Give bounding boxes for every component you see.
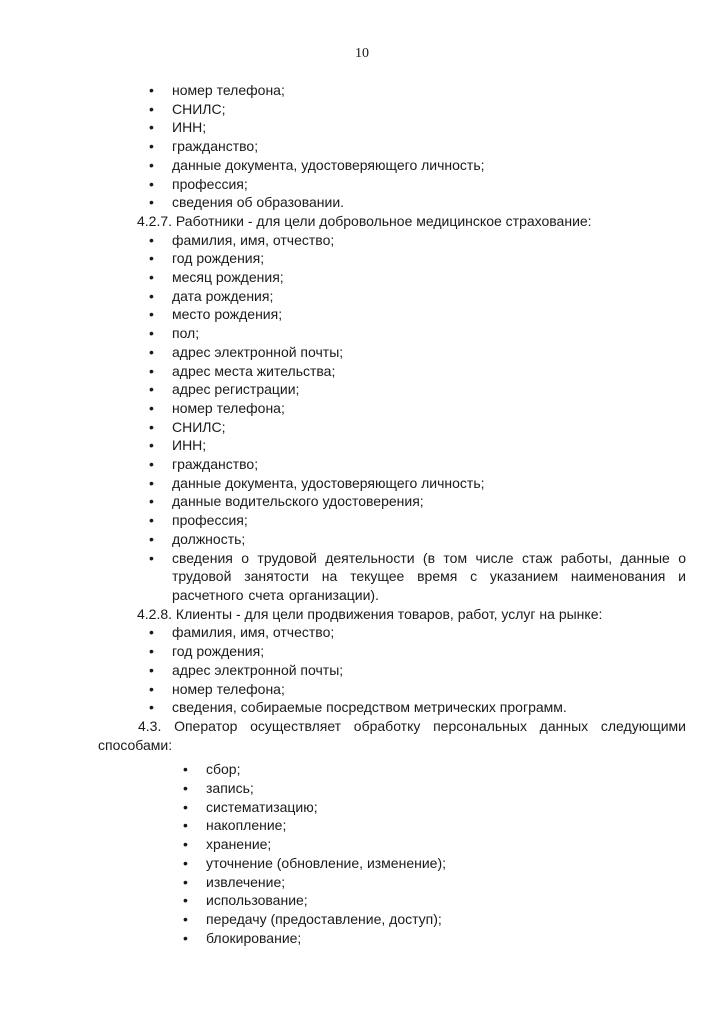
bullet-icon: • <box>149 231 154 248</box>
bullet-icon: • <box>149 175 154 192</box>
list-item-text: сведения, собираемые посредством метрических программ. <box>172 699 567 716</box>
bullet-icon: • <box>149 269 154 286</box>
bullet-icon: • <box>183 836 188 853</box>
list-item <box>0 362 724 381</box>
list-item <box>0 492 724 511</box>
list-item-text: использование; <box>206 892 308 909</box>
list-item <box>0 287 724 306</box>
list-item-text: профессия; <box>172 175 248 192</box>
list-item-text: блокирование; <box>206 929 302 946</box>
list-item-text: адрес электронной почты; <box>172 661 344 678</box>
list-item <box>0 137 724 156</box>
list-item <box>0 779 724 798</box>
list-item <box>0 455 724 474</box>
list-item-text: извлечение; <box>206 873 286 890</box>
list-item <box>0 156 724 175</box>
bullet-icon: • <box>183 780 188 797</box>
list-item-text: уточнение (обновление, изменение); <box>206 854 447 871</box>
list-item-text: номер телефона; <box>172 399 285 416</box>
bullet-icon: • <box>149 119 154 136</box>
list-item-text: год рождения; <box>172 643 265 660</box>
document-body <box>0 81 724 947</box>
list-item <box>0 474 724 493</box>
bullet-icon: • <box>149 437 154 454</box>
list-item-text: запись; <box>206 780 254 797</box>
list-item <box>0 680 724 699</box>
list-item <box>0 305 724 324</box>
bullet-icon: • <box>149 362 154 379</box>
bullet-icon: • <box>149 306 154 323</box>
list-item <box>0 436 724 455</box>
bullet-icon: • <box>149 549 154 566</box>
list-item <box>0 399 724 418</box>
list-item <box>0 854 724 873</box>
list-item <box>0 324 724 343</box>
list-item-text: фамилия, имя, отчество; <box>172 624 335 641</box>
list-item-text: накопление; <box>206 817 287 834</box>
list-item <box>0 530 724 549</box>
bullet-icon: • <box>183 910 188 927</box>
section-heading-4-2-8: 4.2.8. Клиенты - для цели продвижения товаров, работ, услуг на рынке: <box>137 605 603 622</box>
list-processing-methods <box>0 760 724 947</box>
list-item-text: год рождения; <box>172 250 265 267</box>
list-item-text: месяц рождения; <box>172 269 284 286</box>
list-item <box>0 835 724 854</box>
bullet-icon: • <box>149 399 154 416</box>
section-heading-4-2-7: 4.2.7. Работники - для цели добровольное медицинское страхование: <box>137 212 592 229</box>
paragraph-4-3: 4.3. Оператор осуществляет обработку персональных данных следующими способами: <box>98 717 686 753</box>
list-item <box>0 118 724 137</box>
list-item <box>0 642 724 661</box>
list-item-text: систематизацию; <box>206 798 318 815</box>
list-item-text: сведения об образовании. <box>172 194 345 211</box>
list-item <box>0 343 724 362</box>
bullet-icon: • <box>149 381 154 398</box>
bullet-icon: • <box>149 194 154 211</box>
list-item-text: пол; <box>172 325 200 342</box>
list-item <box>0 873 724 892</box>
list-item-text: сбор; <box>206 761 241 778</box>
bullet-icon: • <box>149 643 154 660</box>
bullet-icon: • <box>149 661 154 678</box>
list-item <box>0 175 724 194</box>
bullet-icon: • <box>149 680 154 697</box>
list-item-text: хранение; <box>206 836 272 853</box>
list-item-text: данные документа, удостоверяющего личность; <box>172 474 485 491</box>
bullet-icon: • <box>183 761 188 778</box>
list-employees-data <box>0 231 724 605</box>
bullet-icon: • <box>149 456 154 473</box>
list-item-text: дата рождения; <box>172 287 274 304</box>
list-item <box>0 661 724 680</box>
list-item-text: СНИЛС; <box>172 418 226 435</box>
list-item-text: номер телефона; <box>172 680 285 697</box>
list-item <box>0 268 724 287</box>
bullet-icon: • <box>149 474 154 491</box>
bullet-icon: • <box>149 418 154 435</box>
bullet-icon: • <box>149 325 154 342</box>
bullet-icon: • <box>149 512 154 529</box>
list-item <box>0 798 724 817</box>
list-item-text: гражданство; <box>172 456 259 473</box>
list-item-text: данные документа, удостоверяющего личность; <box>172 156 485 173</box>
list-item-text: ИНН; <box>172 119 207 136</box>
bullet-icon: • <box>149 138 154 155</box>
list-item <box>0 193 724 212</box>
list-item-text: сведения о трудовой деятельности (в том числе стаж работы, данные о трудовой занятости на текущее время с указанием наименования и расчетного счета организации). <box>172 549 686 603</box>
list-item <box>0 891 724 910</box>
list-item-text: адрес регистрации; <box>172 381 300 398</box>
bullet-icon: • <box>183 892 188 909</box>
bullet-icon: • <box>149 343 154 360</box>
list-item <box>0 816 724 835</box>
list-item <box>0 929 724 948</box>
list-clients-data <box>0 623 724 717</box>
list-item <box>0 511 724 530</box>
list-personal-data-continued <box>0 81 724 212</box>
list-item-text: передачу (предоставление, доступ); <box>206 910 442 927</box>
list-item-text: профессия; <box>172 512 248 529</box>
list-item-text: данные водительского удостоверения; <box>172 493 424 510</box>
list-item-text: должность; <box>172 530 246 547</box>
bullet-icon: • <box>149 530 154 547</box>
list-item <box>0 549 724 605</box>
list-item-text: номер телефона; <box>172 82 285 98</box>
bullet-icon: • <box>149 156 154 173</box>
bullet-icon: • <box>149 250 154 267</box>
bullet-icon: • <box>183 929 188 946</box>
list-item-text: адрес электронной почты; <box>172 343 344 360</box>
list-item <box>0 100 724 119</box>
list-item <box>0 760 724 779</box>
list-item <box>0 910 724 929</box>
bullet-icon: • <box>183 873 188 890</box>
bullet-icon: • <box>149 493 154 510</box>
bullet-icon: • <box>183 854 188 871</box>
bullet-icon: • <box>149 100 154 117</box>
list-item-text: ИНН; <box>172 437 207 454</box>
list-item <box>0 418 724 437</box>
list-item-text: адрес места жительства; <box>172 362 336 379</box>
list-item-text: гражданство; <box>172 138 259 155</box>
list-item <box>0 380 724 399</box>
list-item <box>0 698 724 717</box>
list-item-text: место рождения; <box>172 306 283 323</box>
bullet-icon: • <box>149 82 154 98</box>
list-item-text: фамилия, имя, отчество; <box>172 231 335 248</box>
bullet-icon: • <box>149 699 154 716</box>
list-item-text: СНИЛС; <box>172 100 226 117</box>
list-item <box>0 81 724 100</box>
list-item <box>0 249 724 268</box>
bullet-icon: • <box>183 817 188 834</box>
bullet-icon: • <box>149 624 154 641</box>
page-number: 10 <box>355 46 369 61</box>
bullet-icon: • <box>183 798 188 815</box>
list-item <box>0 623 724 642</box>
bullet-icon: • <box>149 287 154 304</box>
list-item <box>0 231 724 250</box>
